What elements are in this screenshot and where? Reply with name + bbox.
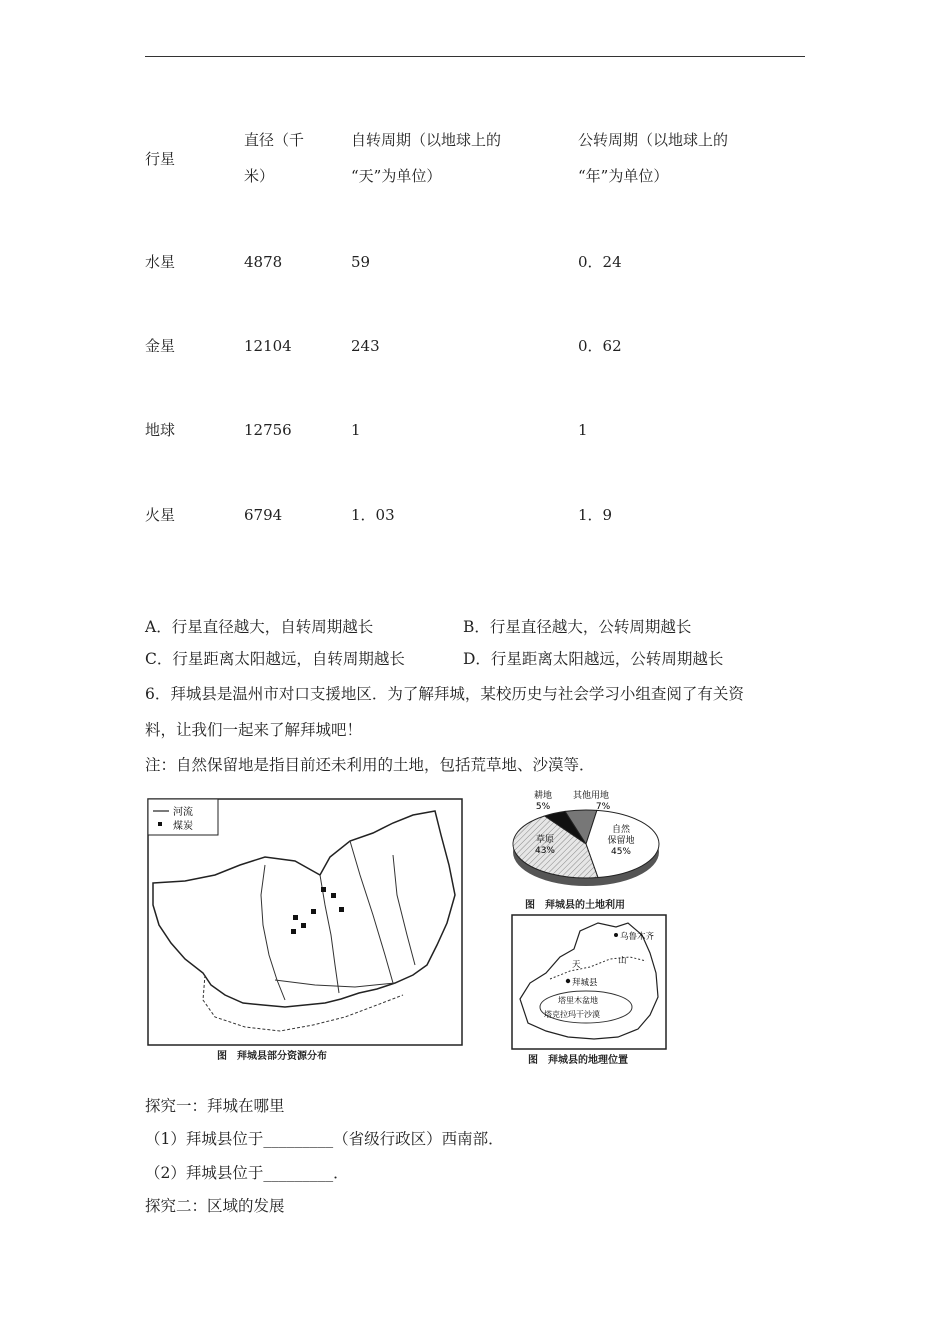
slice-pct-grass: 43% bbox=[534, 846, 556, 856]
county-boundary bbox=[153, 811, 455, 1007]
slice-pct-nature: 45% bbox=[610, 847, 632, 857]
question6-line1: 6．拜城县是温州市对口支援地区．为了解拜城，某校历史与社会学习小组查阅了有关资 bbox=[145, 685, 744, 703]
option-a: A．行星直径越大，自转周期越长 bbox=[145, 618, 374, 636]
option-c: C．行星距离太阳越远，自转周期越长 bbox=[145, 650, 405, 668]
cell-rotation: 1．03 bbox=[351, 506, 395, 524]
river bbox=[393, 855, 415, 965]
location-caption: 图 拜城县的地理位置 bbox=[528, 1055, 628, 1066]
coal-marker bbox=[339, 907, 344, 912]
cell-revolution: 0．24 bbox=[578, 253, 622, 271]
resource-map-figure bbox=[145, 795, 465, 1065]
slice-label-nature-2: 保留地 bbox=[607, 836, 635, 846]
cell-diameter: 12104 bbox=[244, 337, 292, 355]
urumqi-label: 乌鲁木齐 bbox=[620, 932, 655, 942]
river bbox=[275, 980, 395, 987]
coal-marker bbox=[311, 909, 316, 914]
resource-map-caption: 图 拜城县部分资源分布 bbox=[217, 1051, 327, 1062]
header-diameter-line1: 直径（千 bbox=[244, 131, 305, 149]
location-figure bbox=[510, 913, 670, 1068]
cell-planet: 地球 bbox=[145, 421, 176, 439]
cell-rotation: 243 bbox=[351, 337, 380, 355]
land-use-figure bbox=[505, 786, 675, 912]
tianshan-range bbox=[550, 957, 646, 979]
header-diameter-line2: 米） bbox=[244, 167, 275, 185]
header-rule bbox=[145, 56, 805, 57]
header-revolution-line1: 公转周期（以地球上的 bbox=[578, 131, 729, 149]
cell-revolution: 1．9 bbox=[578, 506, 613, 524]
legend-river-label: 河流 bbox=[173, 807, 193, 818]
coal-marker bbox=[321, 887, 326, 892]
river bbox=[320, 875, 339, 993]
cell-planet: 水星 bbox=[145, 253, 176, 271]
cell-diameter: 12756 bbox=[244, 421, 292, 439]
header-rotation-line2: “天”为单位） bbox=[351, 167, 442, 185]
header-planet: 行星 bbox=[145, 150, 176, 168]
basin-label: 塔里木盆地 bbox=[558, 996, 598, 1005]
header-rotation-line1: 自转周期（以地球上的 bbox=[351, 131, 502, 149]
coal-marker bbox=[293, 915, 298, 920]
explore-two-heading: 探究二：区域的发展 bbox=[145, 1197, 285, 1215]
coal-marker bbox=[291, 929, 296, 934]
explore-one-heading: 探究一：拜城在哪里 bbox=[145, 1097, 285, 1115]
river bbox=[350, 841, 393, 983]
option-d: D．行星距离太阳越远，公转周期越长 bbox=[463, 650, 724, 668]
tian-label: 天 bbox=[572, 960, 581, 970]
question6-line2: 料，让我们一起来了解拜城吧！ bbox=[145, 721, 363, 739]
question6-note: 注：自然保留地是指目前还未利用的土地，包括荒草地、沙漠等． bbox=[145, 756, 595, 774]
header-revolution-line2: “年”为单位） bbox=[578, 167, 669, 185]
slice-pct-farm: 5% bbox=[535, 802, 551, 812]
coal-marker bbox=[301, 923, 306, 928]
cell-planet: 火星 bbox=[145, 506, 176, 524]
river bbox=[261, 865, 285, 1000]
cell-revolution: 1 bbox=[578, 421, 588, 439]
cell-rotation: 1 bbox=[351, 421, 361, 439]
slice-label-grass: 草原 bbox=[535, 835, 555, 845]
option-b: B．行星直径越大，公转周期越长 bbox=[463, 618, 692, 636]
slice-label-other: 其他用地 bbox=[572, 791, 610, 801]
cell-rotation: 59 bbox=[351, 253, 371, 271]
land-use-pie-chart bbox=[505, 786, 675, 896]
legend-coal-label: 煤炭 bbox=[173, 821, 193, 832]
explore-q2: （2）拜城县位于_________． bbox=[145, 1164, 349, 1182]
slice-label-farm: 耕地 bbox=[533, 791, 553, 801]
baicheng-marker bbox=[566, 979, 570, 983]
desert-label: 塔克拉玛干沙漠 bbox=[544, 1010, 600, 1019]
cell-revolution: 0．62 bbox=[578, 337, 622, 355]
slice-label-nature: 自然 bbox=[611, 825, 631, 835]
slice-pct-other: 7% bbox=[595, 802, 611, 812]
cell-planet: 金星 bbox=[145, 337, 176, 355]
land-use-caption: 图 拜城县的土地利用 bbox=[525, 900, 625, 911]
baicheng-label: 拜城县 bbox=[572, 978, 598, 988]
explore-q1: （1）拜城县位于_________（省级行政区）西南部． bbox=[145, 1130, 504, 1148]
cell-diameter: 4878 bbox=[244, 253, 283, 271]
urumqi-marker bbox=[614, 933, 618, 937]
shan-label: 山 bbox=[618, 956, 627, 966]
coal-marker bbox=[331, 893, 336, 898]
cell-diameter: 6794 bbox=[244, 506, 283, 524]
